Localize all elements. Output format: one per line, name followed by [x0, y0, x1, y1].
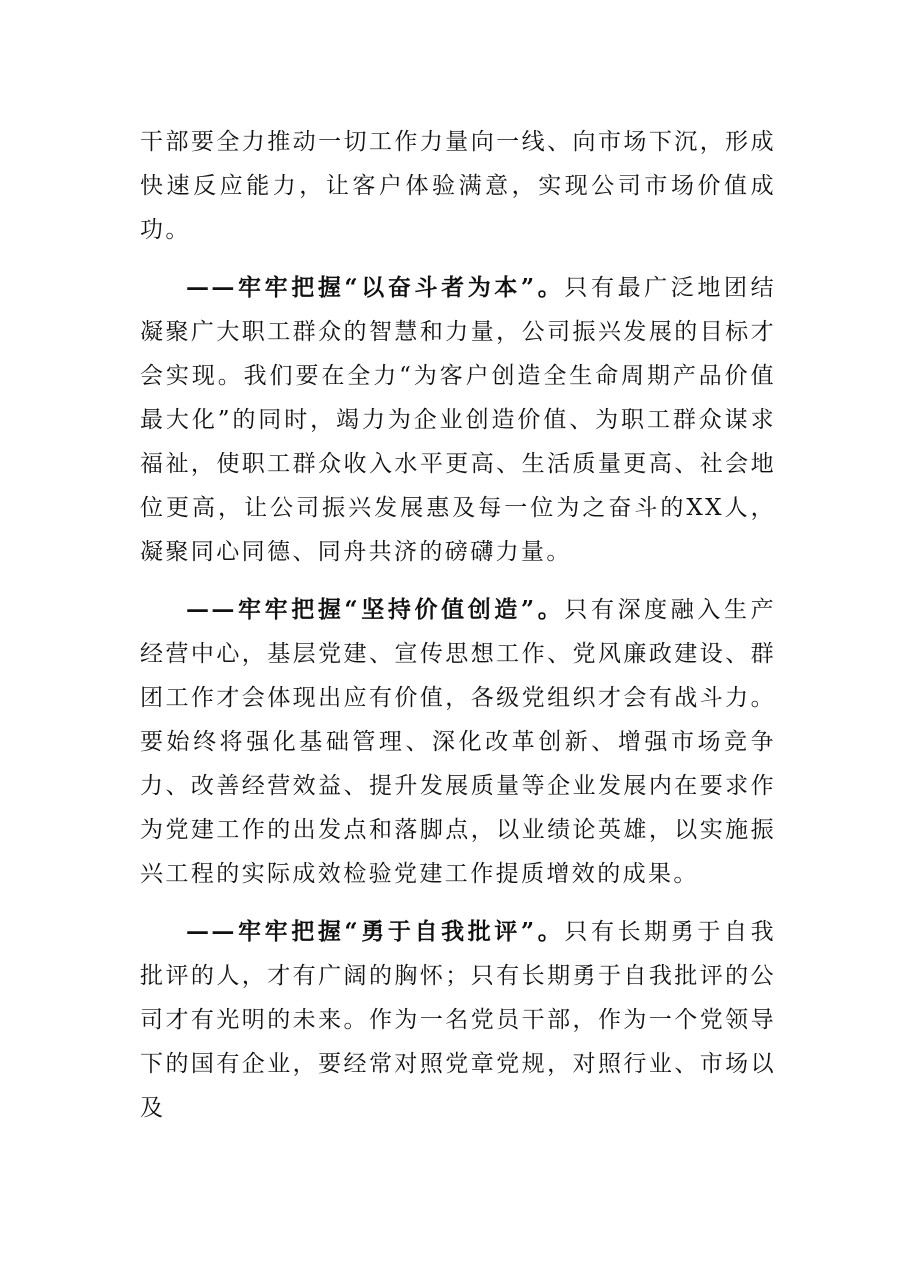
paragraph-4-text: 只有长期勇于自我批评的人，才有广阔的胸怀；只有长期勇于自我批评的公司才有光明的未来。作为一名党员干部，作为一个党领导下的国有企业，要经常对照党章党规，对照行业、市场以及: [140, 919, 777, 1121]
paragraph-4: [140, 910, 776, 1130]
paragraph-2-text: 只有最广泛地团结凝聚广大职工群众的智慧和力量，公司振兴发展的目标才会实现。我们要在全力“为客户创造全生命周期产品价值最大化”的同时，竭力为企业创造价值、为职工群众谋求福祉，使职工群众收入水平更高、生活质量更高、社会地位更高，让公司振兴发展惠及每一位为之奋斗的XX人，凝聚同心同德、同舟共济的磅礴力量。: [140, 275, 777, 565]
paragraph-4-lead: ——牢牢把握“勇于自我批评”。: [186, 918, 565, 945]
document-page: [140, 120, 776, 1144]
paragraph-3-text: 只有深度融入生产经营中心，基层党建、宣传思想工作、党风廉政建设、群团工作才会体现出应有价值，各级党组织才会有战斗力。要始终将强化基础管理、深化改革创新、增强市场竞争力、改善经营效益、提升发展质量等企业发展内在要求作为党建工作的出发点和落脚点，以业绩论英雄，以实施振兴工程的实际成效检验党建工作提质增效的成果。: [140, 597, 777, 887]
paragraph-2: [140, 266, 776, 574]
paragraph-2-lead: ——牢牢把握“以奋斗者为本”。: [186, 274, 565, 301]
paragraph-3-lead: ——牢牢把握“坚持价值创造”。: [186, 596, 565, 623]
paragraph-1-text: 干部要全力推动一切工作力量向一线、向市场下沉，形成快速反应能力，让客户体验满意，实现公司市场价值成功。: [140, 129, 776, 243]
paragraph-1: [140, 120, 776, 252]
paragraph-3: [140, 588, 776, 896]
